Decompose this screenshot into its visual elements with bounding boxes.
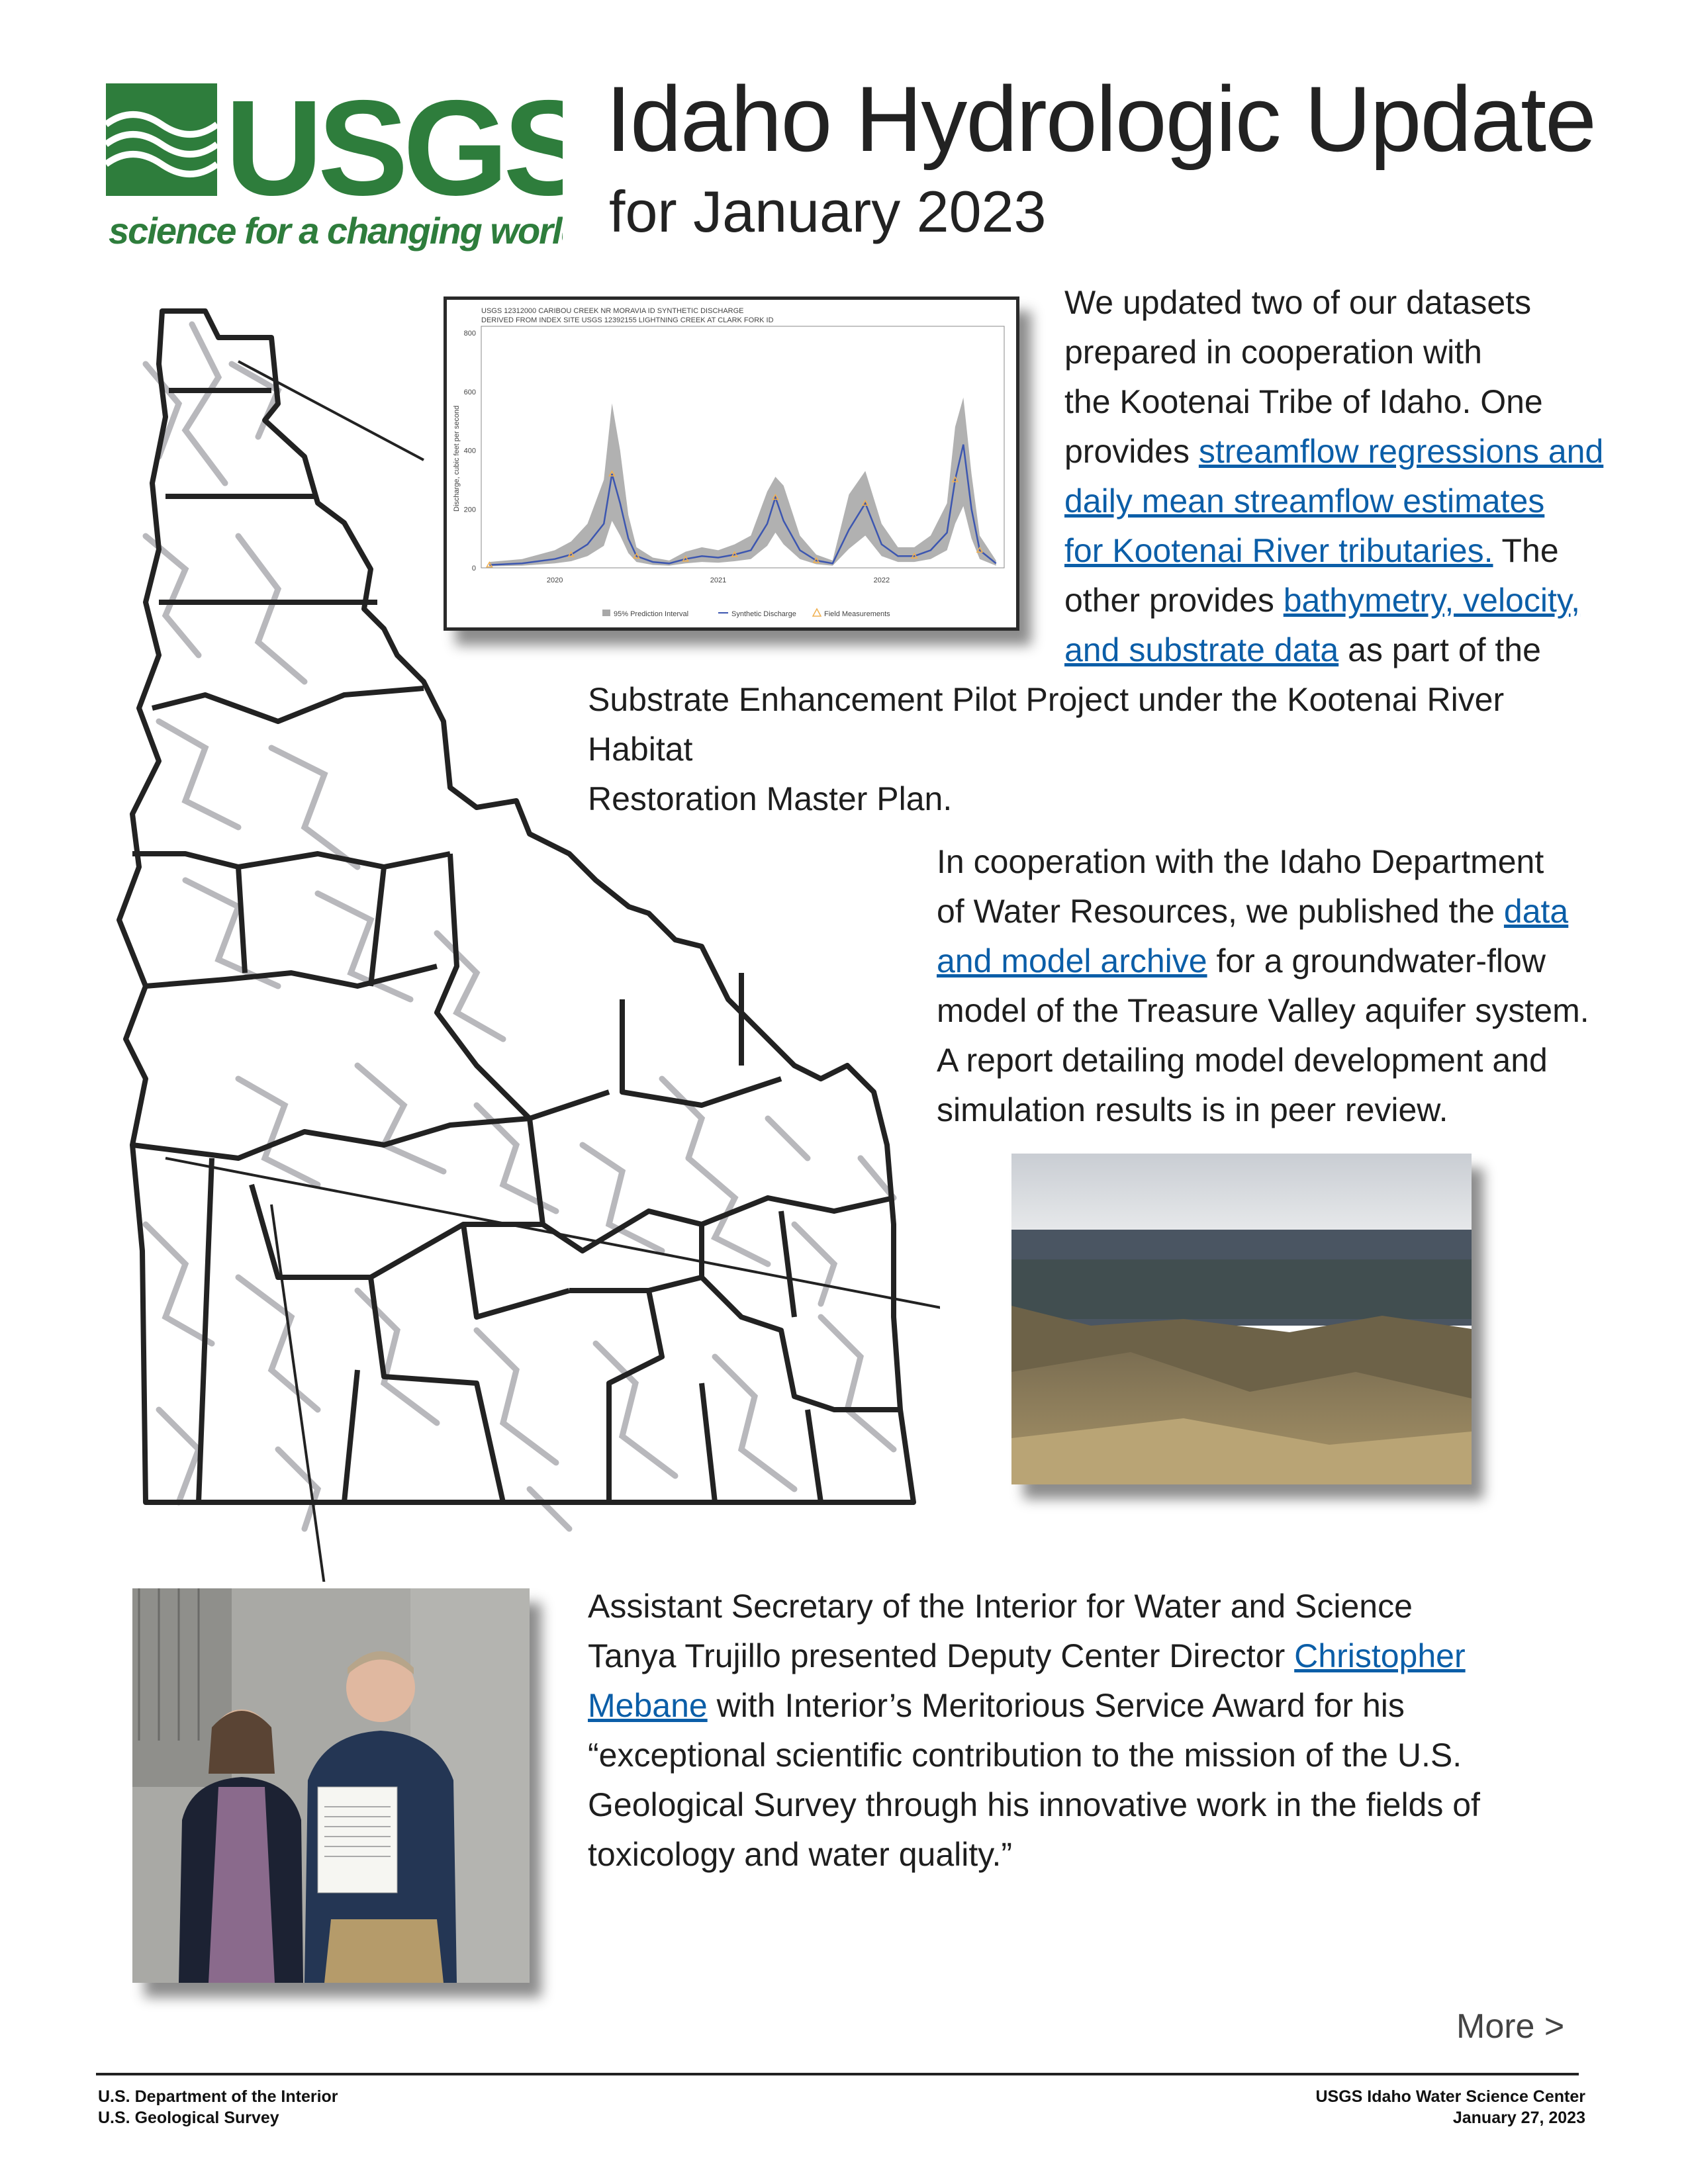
usgs-logo (106, 78, 563, 251)
logo-wordmark: USGS (225, 78, 563, 224)
s3-line1: Assistant Secretary of the Interior for Water and Science (588, 1588, 1413, 1625)
s2-line1: In cooperation with the Idaho Department (937, 843, 1544, 880)
y-tick-1: 200 (463, 506, 476, 514)
page-title: Idaho Hydrologic Update (606, 67, 1595, 171)
footer-center: USGS Idaho Water Science Center (1315, 2087, 1585, 2106)
model-archive-link-part1[interactable]: data (1503, 893, 1569, 930)
plot-frame (481, 326, 1004, 568)
s1-line7: other provides bathymetry, velocity, (1064, 582, 1581, 619)
s1-line8: and substrate data as part of the (1064, 631, 1541, 668)
y-tick-2: 400 (463, 447, 476, 455)
footer-rule (96, 2073, 1579, 2075)
more-link[interactable]: More > (1456, 2007, 1565, 2046)
footer-survey: U.S. Geological Survey (98, 2109, 279, 2127)
x-tick-1: 2021 (710, 576, 727, 584)
treasure-valley-paragraph (937, 837, 1612, 1135)
s2-line3: and model archive for a groundwater-flow (937, 942, 1546, 979)
footer-department: U.S. Department of the Interior (98, 2087, 338, 2106)
s3-line6: toxicology and water quality.” (588, 1836, 1013, 1873)
s1-line2: prepared in cooperation with (1064, 334, 1482, 371)
award-paragraph (588, 1582, 1515, 1880)
y-tick-3: 600 (463, 388, 476, 396)
treasure-valley-photo (1011, 1154, 1472, 1484)
kootenai-paragraph-bottom (588, 675, 1581, 824)
usgs-logo-graphic (106, 78, 563, 251)
y-tick-4: 800 (463, 330, 476, 338)
s3-line5: Geological Survey through his innovative work in the fields of (588, 1786, 1480, 1823)
streamflow-link-part1[interactable]: streamflow regressions and (1198, 433, 1604, 470)
legend-swatch-triangle (813, 609, 821, 616)
chart-title: USGS 12312000 CARIBOU CREEK NR MORAVIA ID SYNTHETIC DISCHARGE (481, 307, 744, 315)
s1-wide-line1: Substrate Enhancement Pilot Project under the Kootenai River Habitat (588, 681, 1505, 768)
chart-y-axis-label: Discharge, cubic feet per second (453, 405, 461, 512)
x-tick-0: 2020 (546, 576, 563, 584)
s1-line6: for Kootenai River tributaries. The (1064, 532, 1559, 569)
legend-swatch-band (602, 610, 610, 616)
kootenai-paragraph-top (1064, 278, 1660, 675)
valley-photo-graphic (1011, 1154, 1472, 1484)
chart-subtitle: DERIVED FROM INDEX SITE USGS 12392155 LIGHTNING CREEK AT CLARK FORK ID (481, 316, 774, 324)
model-archive-link-part2[interactable]: and model archive (937, 942, 1207, 979)
streamflow-link-part3[interactable]: for Kootenai River tributaries. (1064, 532, 1493, 569)
chart-svg (447, 300, 1016, 627)
prediction-interval-band (489, 398, 996, 567)
footer-left (98, 2086, 338, 2128)
bathymetry-link-part2[interactable]: and substrate data (1064, 631, 1339, 668)
award-photo (132, 1588, 530, 1983)
streamflow-link-part2[interactable]: daily mean streamflow estimates (1064, 482, 1545, 520)
footer-date: January 27, 2023 (1452, 2109, 1585, 2127)
legend-label-1: Synthetic Discharge (731, 610, 796, 618)
s1-line1: We updated two of our datasets (1064, 284, 1532, 321)
s2-line5: A report detailing model development and (937, 1042, 1548, 1079)
s3-line3: Mebane with Interior’s Meritorious Service Award for his (588, 1687, 1405, 1724)
bathymetry-link-part1[interactable]: bathymetry, velocity, (1283, 582, 1581, 619)
footer-right (1315, 2086, 1585, 2128)
s2-line4: model of the Treasure Valley aquifer system. (937, 992, 1589, 1029)
y-tick-labels (464, 330, 476, 572)
page-subtitle: for January 2023 (609, 179, 1047, 244)
mebane-link-part1[interactable]: Christopher (1294, 1637, 1466, 1674)
s2-line6: simulation results is in peer review. (937, 1091, 1448, 1128)
logo-tagline: science for a changing world (109, 210, 563, 251)
y-tick-0: 0 (471, 565, 476, 572)
x-tick-2: 2022 (873, 576, 890, 584)
streamflow-chart (444, 296, 1019, 631)
chart-legend (602, 609, 890, 618)
s1-line4: provides streamflow regressions and (1064, 433, 1604, 470)
x-tick-labels (547, 576, 890, 584)
legend-label-0: 95% Prediction Interval (614, 610, 689, 618)
s3-line4: “exceptional scientific contribution to the mission of the U.S. (588, 1737, 1462, 1774)
s1-line5 (1064, 477, 1660, 526)
mebane-link-part2[interactable]: Mebane (588, 1687, 708, 1724)
s2-line2: of Water Resources, we published the data (937, 893, 1569, 930)
s1-line3: the Kootenai Tribe of Idaho. One (1064, 383, 1543, 420)
s1-wide-line2: Restoration Master Plan. (588, 780, 953, 817)
s3-line2: Tanya Trujillo presented Deputy Center Director Christopher (588, 1637, 1466, 1674)
legend-label-2: Field Measurements (824, 610, 890, 618)
award-photo-graphic (132, 1588, 530, 1983)
